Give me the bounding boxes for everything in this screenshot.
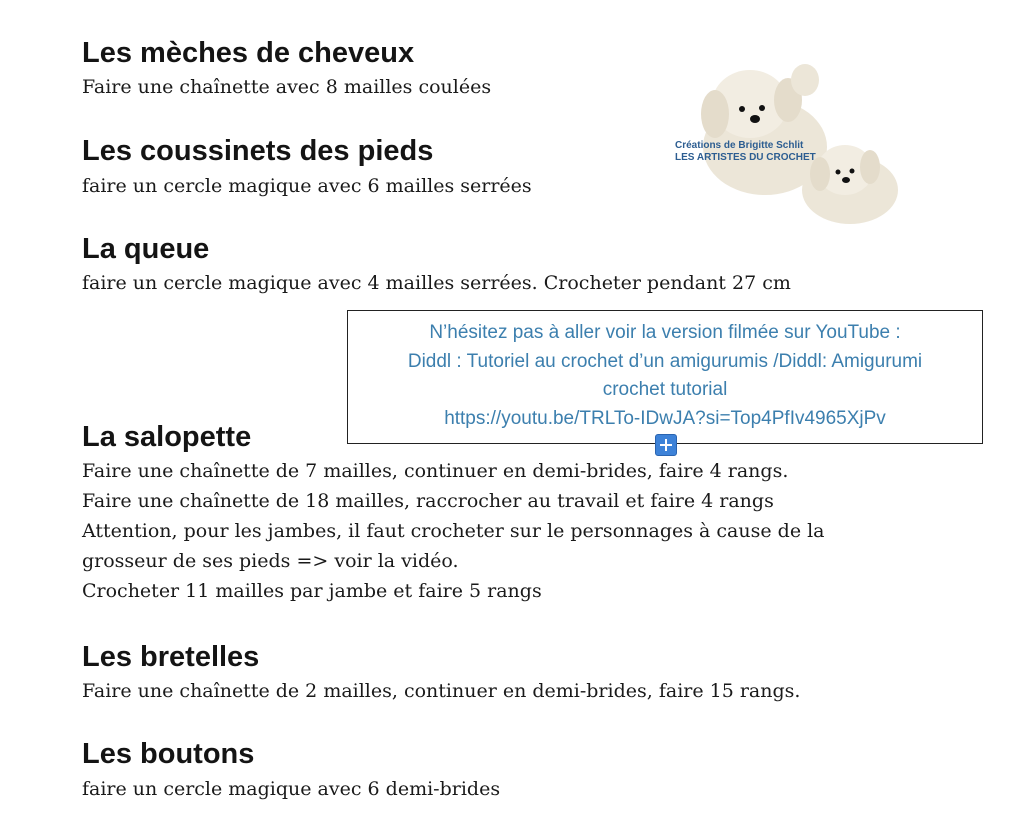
small-dog-ear <box>860 150 880 184</box>
youtube-link[interactable]: https://youtu.be/TRLTo-IDwJA?si=Top4PfIv4965XjPv <box>444 407 886 429</box>
big-dog-eye <box>759 105 765 111</box>
photo-caption <box>675 140 855 164</box>
text-line: Attention, pour les jambes, il faut crocheter sur le personnages à cause de la <box>82 520 825 542</box>
callout-line: crochet tutorial <box>602 379 728 400</box>
callout-line: N’hésitez pas à aller voir la version filmée sur YouTube : <box>429 322 901 343</box>
small-dog-eye <box>850 169 855 174</box>
section-text-bretelles <box>82 676 800 706</box>
photo-caption-line: LES ARTISTES DU CROCHET <box>675 152 816 163</box>
section-title-queue: La queue <box>82 233 210 265</box>
text-line: grosseur de ses pieds => voir la vidéo. <box>82 550 459 572</box>
text-line: faire un cercle magique avec 6 mailles serrées <box>82 175 532 197</box>
big-dog-nose <box>750 115 760 123</box>
section-text-meches <box>82 72 491 102</box>
youtube-callout-box[interactable] <box>347 310 983 444</box>
photo-caption-line: Créations de Brigitte Schlit <box>675 140 804 151</box>
section-text-coussinets <box>82 171 532 201</box>
big-dog-eye <box>739 106 745 112</box>
section-text-queue <box>82 268 791 298</box>
section-title-salopette: La salopette <box>82 421 252 453</box>
big-dog-ear <box>701 90 729 138</box>
text-line: Faire une chaînette de 2 mailles, continuer en demi-brides, faire 15 rangs. <box>82 680 801 702</box>
section-title-bretelles: Les bretelles <box>82 641 260 673</box>
section-text-salopette <box>82 456 825 606</box>
section-title-boutons: Les boutons <box>82 738 255 770</box>
section-text-boutons <box>82 774 500 804</box>
text-line: faire un cercle magique avec 6 demi-brides <box>82 778 501 800</box>
section-title-meches: Les mèches de cheveux <box>82 37 415 69</box>
small-dog-nose <box>842 177 850 183</box>
text-line: Faire une chaînette avec 8 mailles coulées <box>82 76 492 98</box>
plus-icon[interactable] <box>655 434 677 456</box>
text-line: Faire une chaînette de 18 mailles, raccrocher au travail et faire 4 rangs <box>82 490 774 512</box>
section-title-coussinets: Les coussinets des pieds <box>82 135 434 167</box>
small-dog-eye <box>836 170 841 175</box>
text-line: faire un cercle magique avec 4 mailles serrées. Crocheter pendant 27 cm <box>82 272 791 294</box>
callout-line: Diddl : Tutoriel au crochet d’un amigurumis /Diddl: Amigurumi <box>407 350 923 372</box>
text-line: Crocheter 11 mailles par jambe et faire 5 rangs <box>82 580 542 602</box>
text-line: Faire une chaînette de 7 mailles, continuer en demi-brides, faire 4 rangs. <box>82 460 789 482</box>
big-dog-raised-paw <box>791 64 819 96</box>
